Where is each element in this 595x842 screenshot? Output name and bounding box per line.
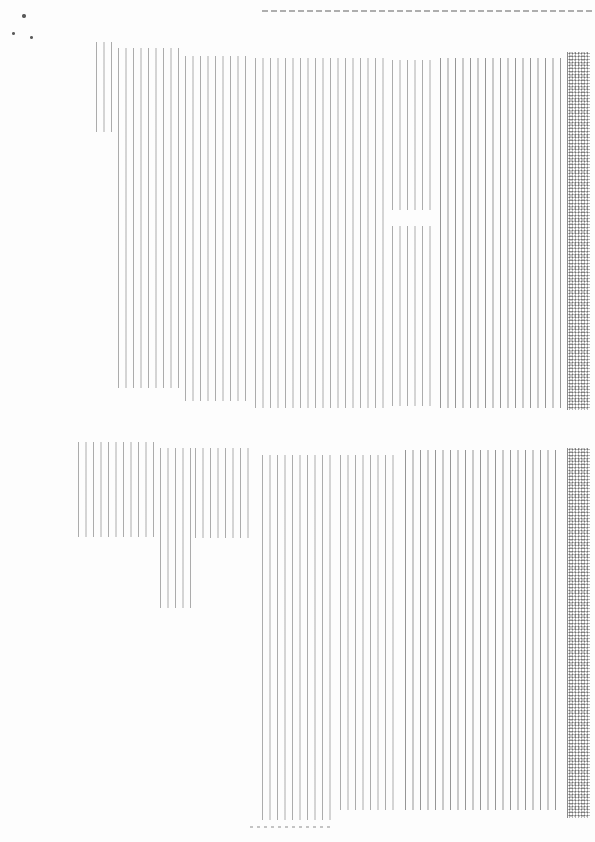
text-column: [78, 442, 154, 537]
section-heading-band: [567, 448, 590, 818]
header-rule: [262, 10, 592, 12]
text-column: [118, 48, 180, 388]
text-column: [96, 42, 112, 132]
text-column: [160, 448, 192, 608]
text-column: [440, 58, 562, 408]
text-column: [262, 455, 334, 820]
text-column: [405, 450, 560, 810]
text-column: [392, 60, 432, 210]
footer-marks: [250, 826, 330, 828]
text-column: [340, 455, 398, 810]
text-column: [195, 448, 255, 538]
scan-artifact: [12, 32, 15, 35]
scan-artifact: [22, 14, 26, 18]
text-column: [255, 58, 385, 408]
text-column: [392, 226, 432, 406]
scan-artifact: [30, 36, 33, 39]
section-heading-band: [567, 52, 590, 410]
text-column: [185, 56, 249, 401]
